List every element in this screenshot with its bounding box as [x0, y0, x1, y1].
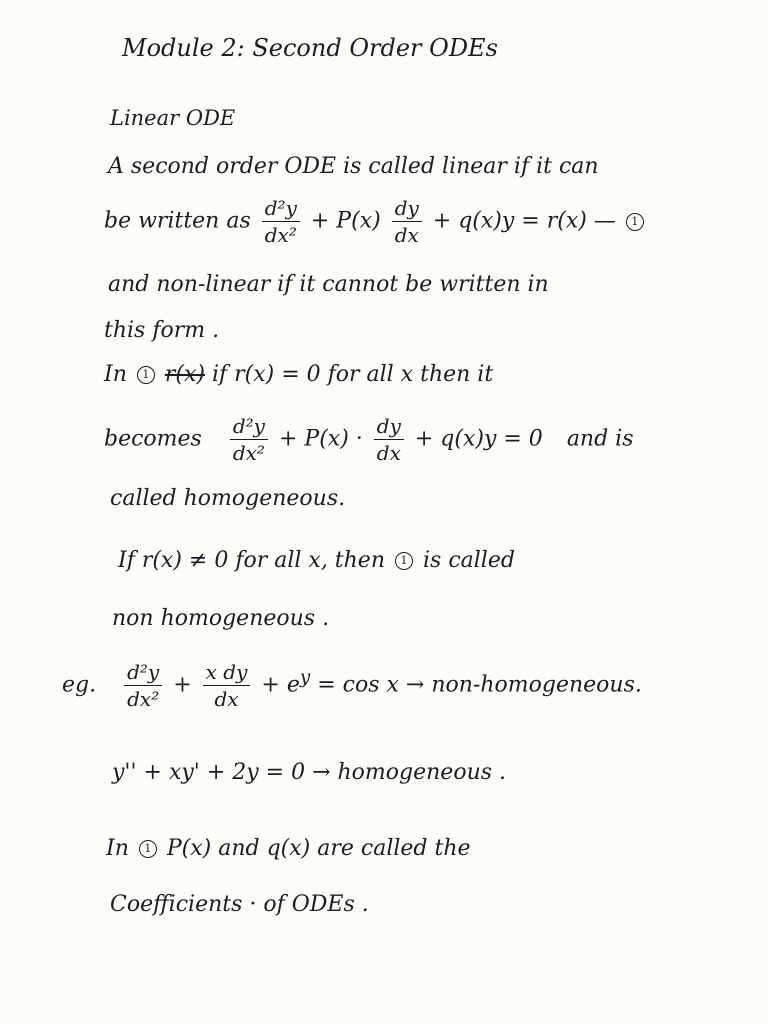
- example-homogeneous: y'' + xy' + 2y = 0 → homogeneous .: [112, 760, 507, 785]
- section-heading: Linear ODE: [110, 106, 236, 130]
- x-dy-dx-fraction: $\frac{\text{x dy}}{dx}$: [203, 660, 251, 711]
- coefficients-line-1: In 1 P(x) and q(x) are called the: [106, 836, 471, 861]
- first-derivative-fraction: $\frac{dy}{dx}$: [392, 196, 422, 247]
- homogeneous-equation: becomes $\frac{\text{d²y}}{\text{dx²}}$ + P(x) · $\frac{dy}{dx}$ + q(x)y = 0 and is: [104, 414, 634, 465]
- coefficients-line-2: Coefficients · of ODEs .: [110, 892, 369, 917]
- definition-equation: be written as $\frac{\text{d²y}}{\text{dx²}}$ + P(x) $\frac{dy}{dx}$ + q(x)y = r(x) — 1: [104, 196, 647, 247]
- second-derivative-fraction: $\frac{\text{d²y}}{\text{dx²}}$: [124, 660, 162, 711]
- homogeneous-label: called homogeneous.: [110, 486, 346, 511]
- nonhomogeneous-condition: If r(x) ≠ 0 for all x, then 1 is called: [118, 548, 515, 573]
- struck-text: r(x): [164, 362, 205, 387]
- page-title: Module 2: Second Order ODEs: [122, 34, 498, 62]
- definition-line-1: A second order ODE is called linear if it can: [108, 154, 599, 179]
- second-derivative-fraction: $\frac{\text{d²y}}{\text{dx²}}$: [262, 196, 300, 247]
- nonlinear-line-1: and non-linear if it cannot be written in: [108, 272, 549, 297]
- equation-reference-marker: 1: [139, 840, 157, 858]
- equation-reference-marker: 1: [137, 366, 155, 384]
- first-derivative-fraction: $\frac{dy}{dx}$: [374, 414, 404, 465]
- second-derivative-fraction: $\frac{\text{d²y}}{\text{dx²}}$: [230, 414, 268, 465]
- nonlinear-line-2: this form .: [104, 318, 220, 343]
- homogeneous-condition: In 1 r(x) if r(x) = 0 for all x then it: [104, 362, 494, 387]
- nonhomogeneous-label: non homogeneous .: [112, 606, 330, 631]
- equation-marker: 1: [626, 213, 644, 231]
- exponent: y: [299, 667, 311, 689]
- example-nonhomogeneous: eg. $\frac{\text{d²y}}{\text{dx²}}$ + $\frac{\text{x dy}}{dx}$ + $e^y = \cos x$ → non-homogeneous.: [62, 660, 642, 711]
- equation-reference-marker: 1: [395, 552, 413, 570]
